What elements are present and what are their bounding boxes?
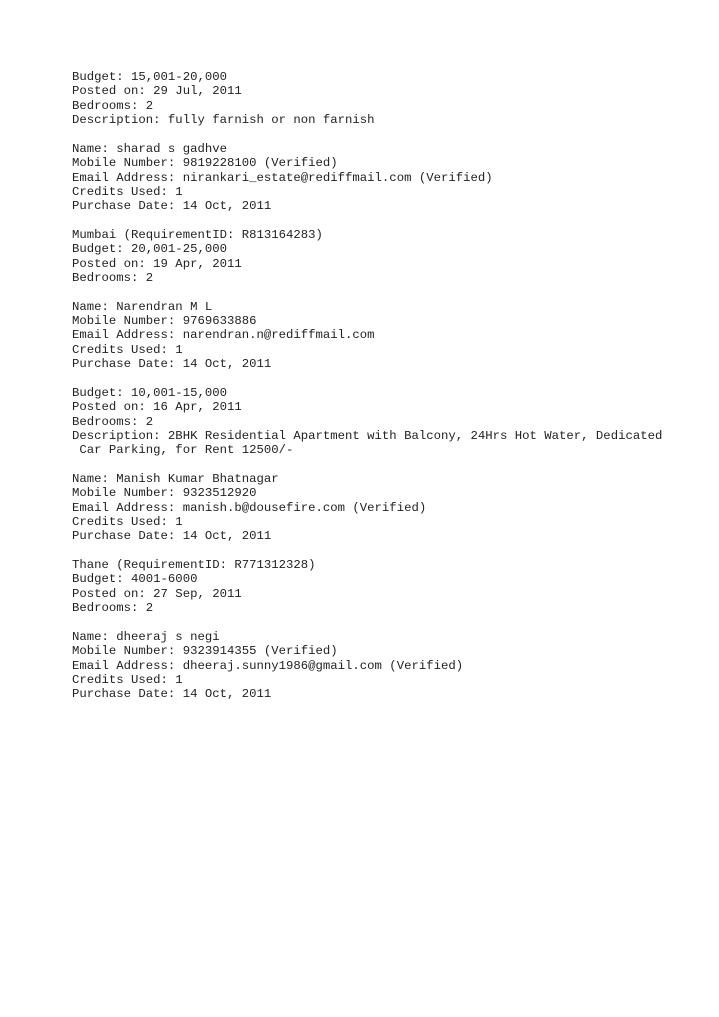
name-line: Name: Narendran M L — [72, 299, 213, 314]
requirement-block — [72, 386, 672, 458]
purchase-date-line: Purchase Date: 14 Oct, 2011 — [72, 687, 272, 702]
purchase-date-line: Purchase Date: 14 Oct, 2011 — [72, 529, 272, 544]
requirement-block — [72, 558, 672, 616]
name-line: Name: dheeraj s negi — [72, 629, 220, 644]
posted-on-line: Posted on: 16 Apr, 2011 — [72, 400, 242, 415]
email-address-line: Email Address: nirankari_estate@rediffmail.com (Verified) — [72, 170, 493, 185]
mobile-number-line: Mobile Number: 9819228100 (Verified) — [72, 156, 338, 171]
contact-block — [72, 472, 672, 544]
description-line: Description: fully farnish or non farnish — [72, 113, 375, 128]
bedrooms-line: Bedrooms: 2 — [72, 601, 154, 616]
budget-line: Budget: 20,001-25,000 — [72, 242, 227, 257]
mobile-number-line: Mobile Number: 9323914355 (Verified) — [72, 644, 338, 659]
credits-used-line: Credits Used: 1 — [72, 672, 183, 687]
email-address-line: Email Address: narendran.n@rediffmail.com — [72, 328, 375, 343]
email-address-line: Email Address: manish.b@dousefire.com (Verified) — [72, 500, 427, 515]
contact-block — [72, 300, 672, 372]
posted-on-line: Posted on: 29 Jul, 2011 — [72, 84, 242, 99]
budget-line: Budget: 4001-6000 — [72, 572, 198, 587]
credits-used-line: Credits Used: 1 — [72, 342, 183, 357]
name-line: Name: Manish Kumar Bhatnagar — [72, 471, 279, 486]
posted-on-line: Posted on: 19 Apr, 2011 — [72, 256, 242, 271]
requirement-block — [72, 70, 672, 128]
purchase-date-line: Purchase Date: 14 Oct, 2011 — [72, 357, 272, 372]
posted-on-line: Posted on: 27 Sep, 2011 — [72, 586, 242, 601]
contact-block — [72, 630, 672, 702]
budget-line: Budget: 10,001-15,000 — [72, 385, 227, 400]
credits-used-line: Credits Used: 1 — [72, 184, 183, 199]
bedrooms-line: Bedrooms: 2 — [72, 98, 154, 113]
budget-line: Budget: 15,001-20,000 — [72, 70, 227, 84]
description-continuation-line: Car Parking, for Rent 12500/- — [72, 443, 294, 458]
requirement-block — [72, 228, 672, 286]
email-address-line: Email Address: dheeraj.sunny1986@gmail.com (Verified) — [72, 658, 464, 673]
location-requirement-id-line: Mumbai (RequirementID: R813164283) — [72, 227, 323, 242]
name-line: Name: sharad s gadhve — [72, 141, 227, 156]
location-requirement-id-line: Thane (RequirementID: R771312328) — [72, 558, 316, 573]
credits-used-line: Credits Used: 1 — [72, 515, 183, 530]
bedrooms-line: Bedrooms: 2 — [72, 414, 154, 429]
document-body — [72, 70, 672, 716]
bedrooms-line: Bedrooms: 2 — [72, 271, 154, 286]
description-line: Description: 2BHK Residential Apartment with Balcony, 24Hrs Hot Water, Dedicated — [72, 428, 663, 443]
mobile-number-line: Mobile Number: 9323512920 — [72, 486, 257, 501]
purchase-date-line: Purchase Date: 14 Oct, 2011 — [72, 199, 272, 214]
contact-block — [72, 142, 672, 214]
mobile-number-line: Mobile Number: 9769633886 — [72, 314, 257, 329]
